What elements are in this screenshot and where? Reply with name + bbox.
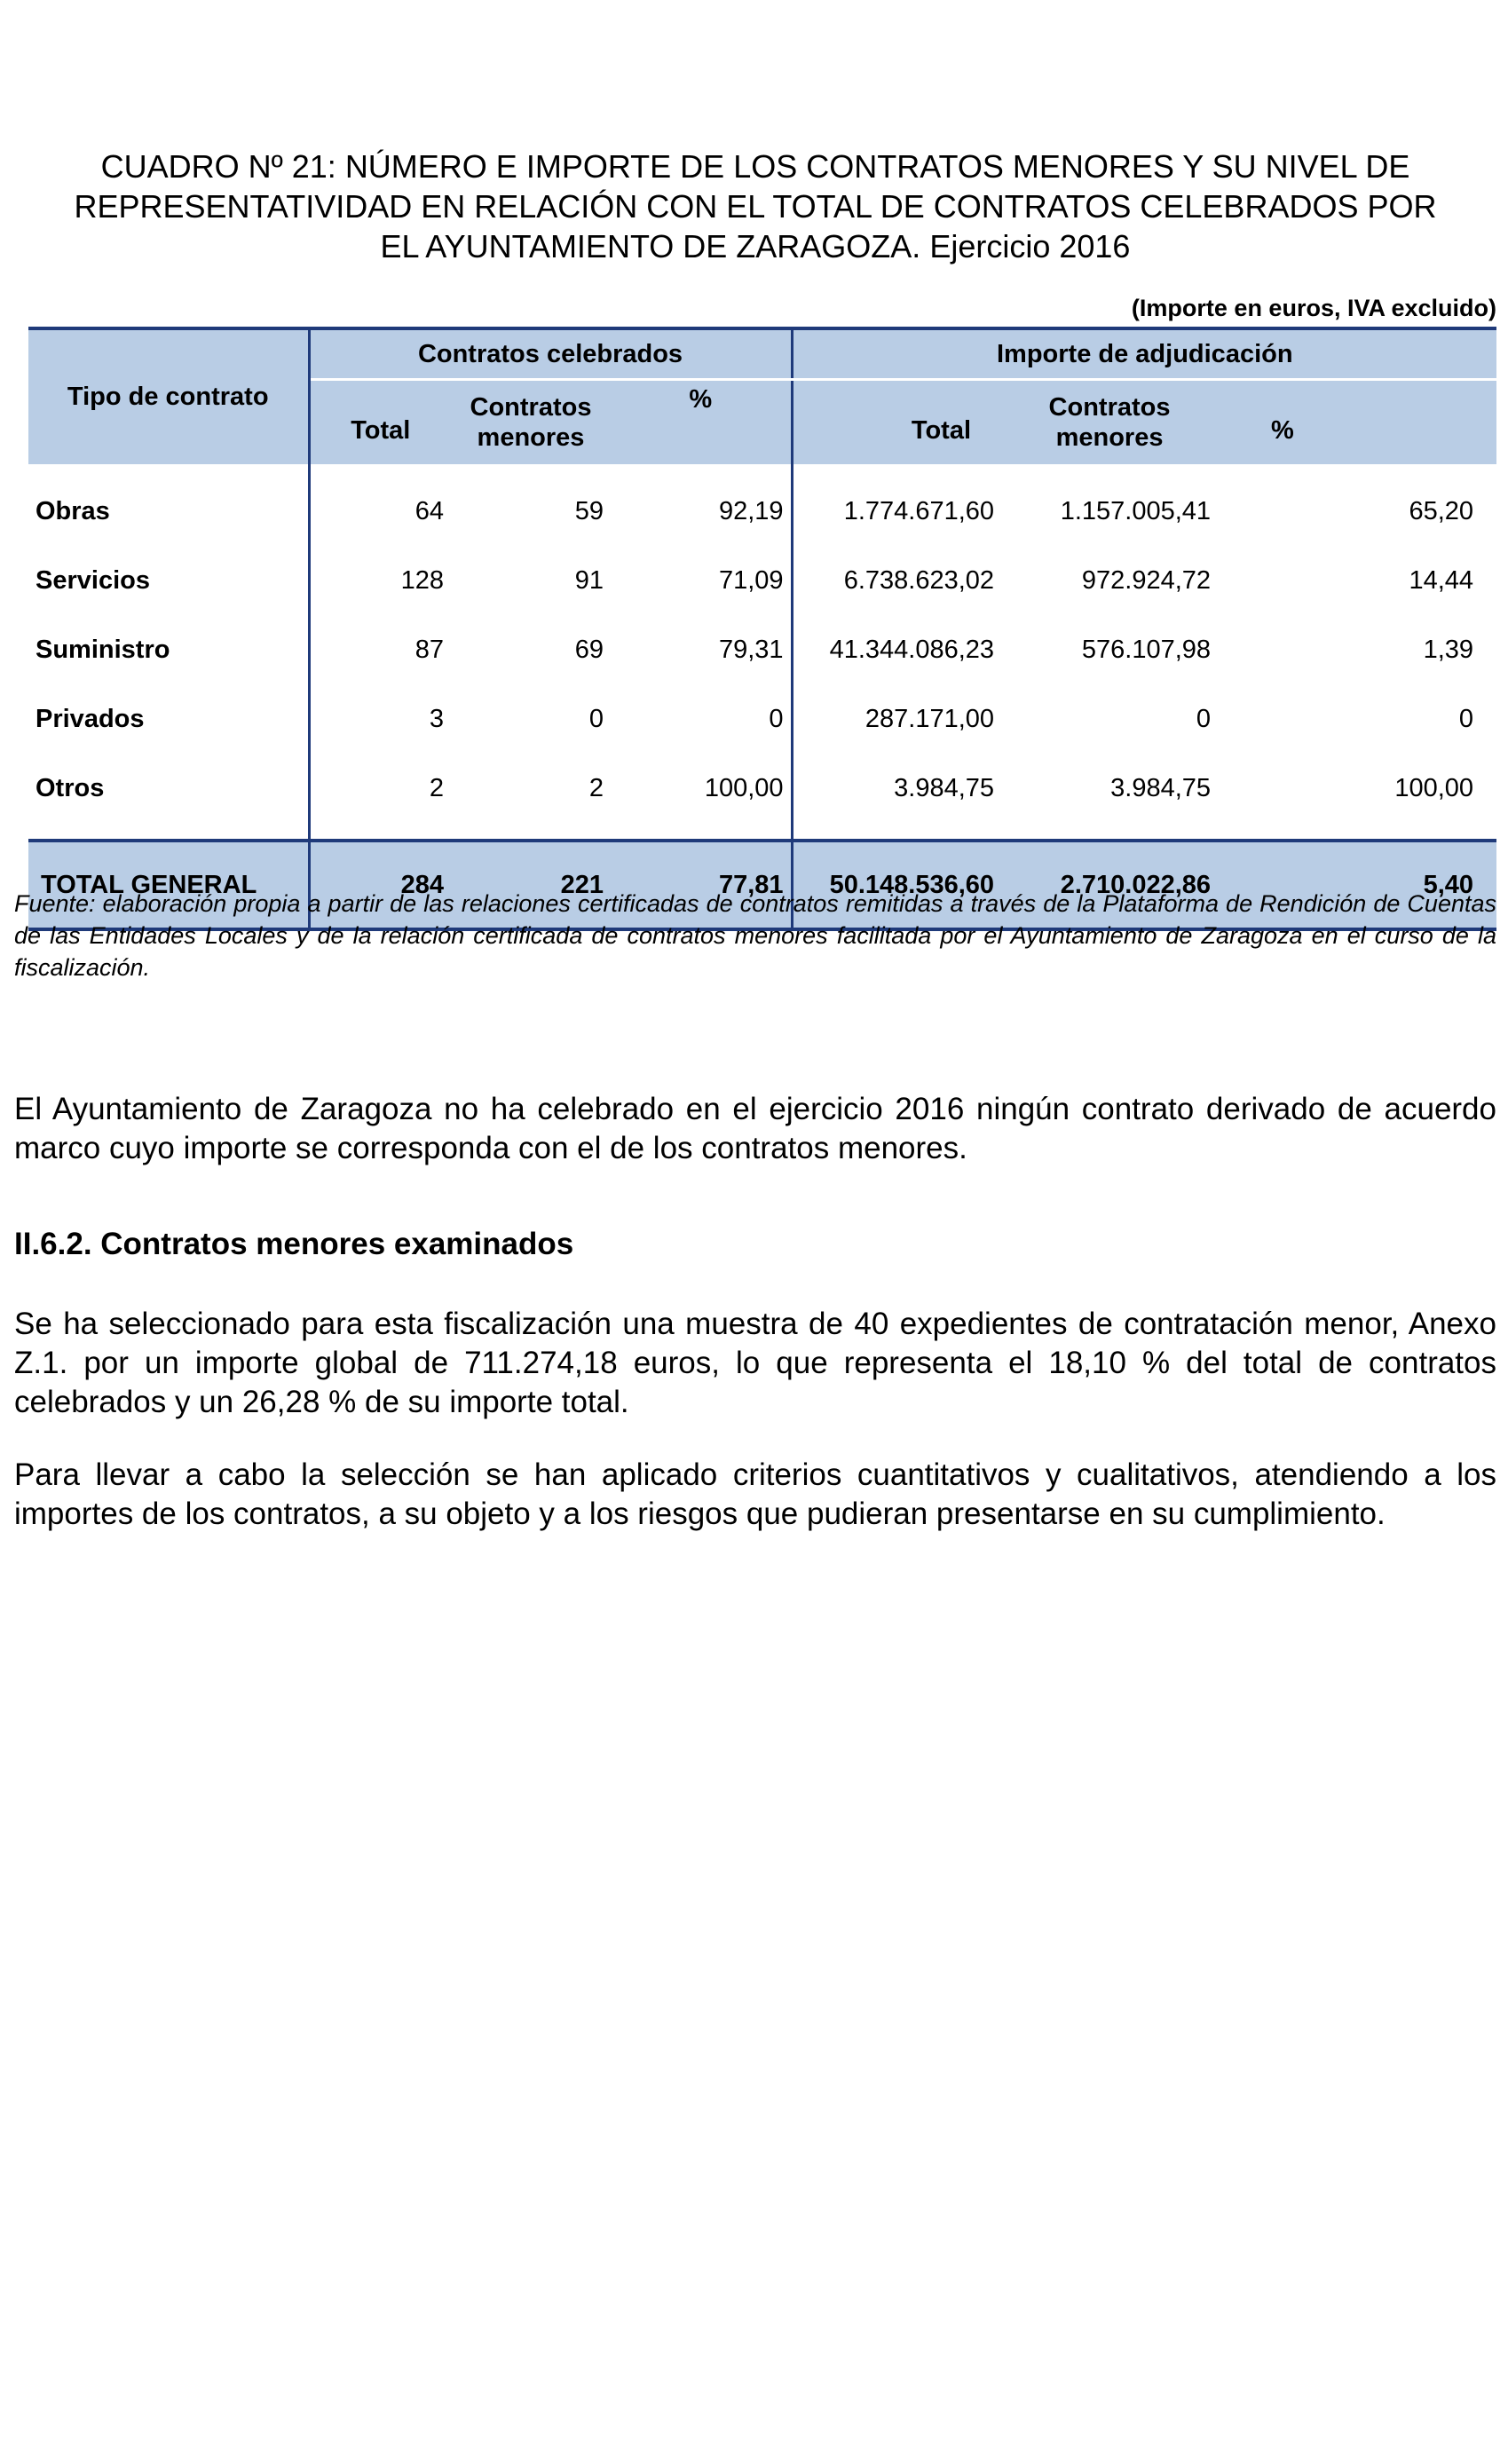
cell-pct: 0 bbox=[611, 684, 792, 754]
header-imp-menores: Contratos menores bbox=[1001, 380, 1218, 465]
cell-imp-pct: 0 bbox=[1458, 704, 1474, 733]
table-title bbox=[14, 146, 1496, 266]
section-heading: II.6.2. Contratos menores examinados bbox=[14, 1227, 574, 1261]
cell-tipo: Privados bbox=[28, 684, 309, 754]
cell-total-total: 284 bbox=[309, 841, 451, 929]
title-line-1: CUADRO Nº 21: NÚMERO E IMPORTE DE LOS CONTRATOS MENORES Y SU NIVEL DE bbox=[100, 148, 1410, 185]
table-row bbox=[28, 684, 1496, 754]
cell-imp-menores: 972.924,72 bbox=[1081, 565, 1212, 595]
cell-imp-menores: 3.984,75 bbox=[1110, 773, 1212, 802]
cell-pct: 100,00 bbox=[611, 754, 792, 823]
paragraph-1: El Ayuntamiento de Zaragoza no ha celebrado en el ejercicio 2016 ningún contrato derivado de acuerdo marco cuyo importe se corresponda con el de los contratos menores. bbox=[14, 1092, 1496, 1165]
header-contratos-celebrados: Contratos celebrados bbox=[309, 328, 792, 380]
source-note: Fuente: elaboración propia a partir de las relaciones certificadas de contratos remitidas a través de la Plataforma de Rendición de Cuentas de las Entidades Locales y de la relación certificada de contratos menores facilitada por el Ayuntamiento de Zaragoza en el curso de la fiscalización. bbox=[14, 890, 1496, 981]
cell-total: 3 bbox=[429, 704, 444, 733]
table-row bbox=[28, 546, 1496, 615]
cell-menores: 69 bbox=[574, 635, 604, 664]
cell-menores: 91 bbox=[574, 565, 604, 595]
cell-pct: 79,31 bbox=[611, 615, 792, 684]
table-row bbox=[28, 477, 1496, 546]
cell-imp-menores: 1.157.005,41 bbox=[1060, 496, 1212, 525]
header-total: Total bbox=[309, 380, 451, 465]
cell-menores: 2 bbox=[588, 773, 604, 802]
cell-total-imp-menores: 2.710.022,86 bbox=[1001, 841, 1218, 929]
cell-imp-total: 287.171,00 bbox=[865, 704, 995, 733]
header-imp-total: Total bbox=[792, 380, 1001, 465]
header-menores: Contratos menores bbox=[451, 380, 611, 465]
cell-total-label: TOTAL GENERAL bbox=[28, 841, 309, 929]
cell-imp-total: 1.774.671,60 bbox=[843, 496, 995, 525]
header-pct: % bbox=[611, 380, 792, 465]
cell-pct: 71,09 bbox=[611, 546, 792, 615]
cell-total-pct: 77,81 bbox=[611, 841, 792, 929]
cell-tipo: Suministro bbox=[28, 615, 309, 684]
cell-imp-pct: 100,00 bbox=[1394, 773, 1474, 802]
cell-imp-pct: 14,44 bbox=[1409, 565, 1474, 595]
title-line-2: REPRESENTATIVIDAD EN RELACIÓN CON EL TOTAL DE CONTRATOS CELEBRADOS POR bbox=[74, 188, 1437, 225]
contracts-table bbox=[28, 327, 1496, 931]
cell-imp-total: 41.344.086,23 bbox=[829, 635, 995, 664]
cell-total-imp-pct: 5,40 bbox=[1218, 841, 1496, 929]
cell-tipo: Obras bbox=[28, 477, 309, 546]
header-row-1 bbox=[28, 328, 1496, 380]
cell-imp-pct: 65,20 bbox=[1409, 496, 1474, 525]
cell-total: 2 bbox=[429, 773, 444, 802]
cell-total-imp-total: 50.148.536,60 bbox=[792, 841, 1001, 929]
cell-tipo: Otros bbox=[28, 754, 309, 823]
title-line-3: EL AYUNTAMIENTO DE ZARAGOZA. Ejercicio 2016 bbox=[380, 228, 1131, 265]
unit-note: (Importe en euros, IVA excluido) bbox=[1131, 295, 1496, 321]
paragraph-3: Para llevar a cabo la selección se han aplicado criterios cuantitativos y cualitativos, atendiendo a los importes de los contratos, a su objeto y a los riesgos que pudieran presentarse en su cumplimiento. bbox=[14, 1457, 1496, 1531]
header-tipo: Tipo de contrato bbox=[28, 328, 309, 464]
cell-imp-total: 3.984,75 bbox=[894, 773, 995, 802]
cell-pct: 92,19 bbox=[611, 477, 792, 546]
cell-tipo: Servicios bbox=[28, 546, 309, 615]
cell-total: 64 bbox=[415, 496, 444, 525]
table-row bbox=[28, 615, 1496, 684]
cell-imp-pct: 1,39 bbox=[1423, 635, 1474, 664]
cell-imp-menores: 0 bbox=[1196, 704, 1212, 733]
cell-menores: 0 bbox=[588, 704, 604, 733]
cell-total: 128 bbox=[400, 565, 444, 595]
cell-imp-menores: 576.107,98 bbox=[1081, 635, 1212, 664]
header-imp-pct: % bbox=[1218, 380, 1496, 465]
cell-menores: 59 bbox=[574, 496, 604, 525]
cell-total-menores: 221 bbox=[451, 841, 611, 929]
table-row bbox=[28, 754, 1496, 823]
paragraph-2: Se ha seleccionado para esta fiscalización una muestra de 40 expedientes de contratación menor, Anexo Z.1. por un importe global de 711.274,18 euros, lo que representa el 18,10 % del total de contratos celebrados y un 26,28 % de su importe total. bbox=[14, 1307, 1496, 1419]
header-importe-adjudicacion: Importe de adjudicación bbox=[792, 328, 1496, 380]
cell-imp-total: 6.738.623,02 bbox=[843, 565, 995, 595]
cell-total: 87 bbox=[415, 635, 444, 664]
